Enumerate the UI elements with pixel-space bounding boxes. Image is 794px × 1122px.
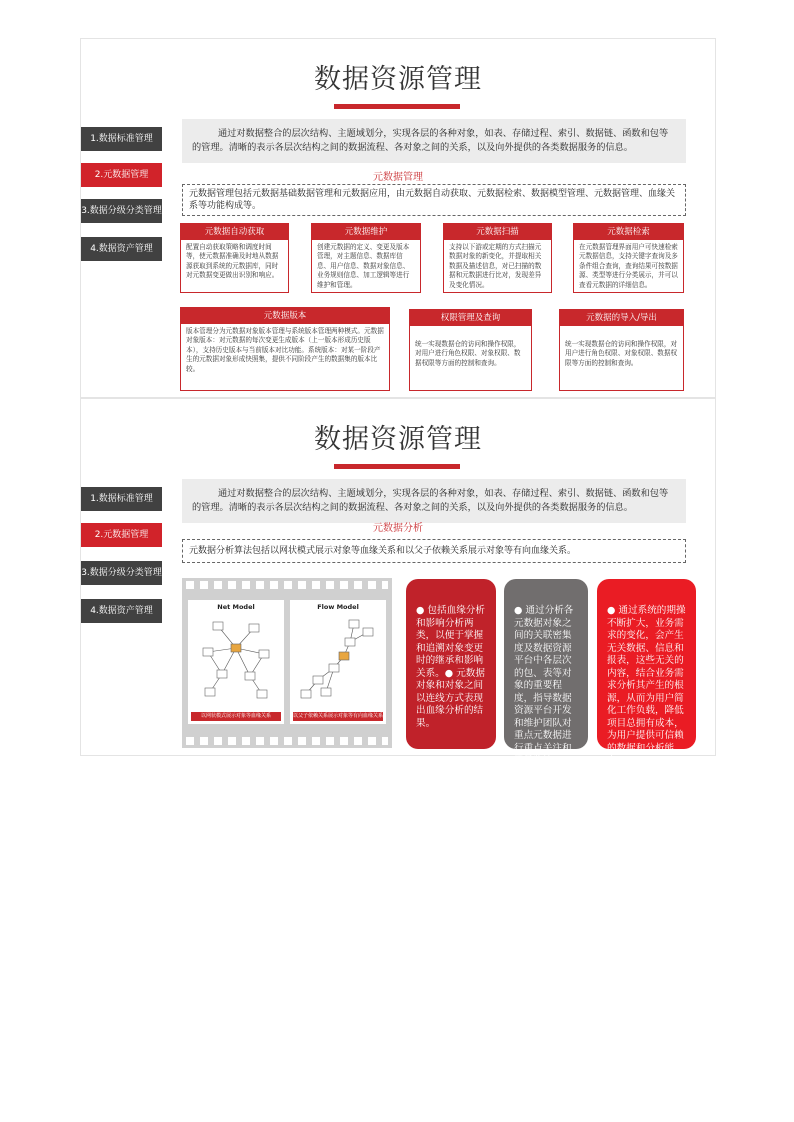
card-body: 配置自动获取策略和调度时间等，使元数据准确及时地从数据源获取到系统的元数据库，同时对元数据变更做出识别和响应。: [186, 243, 279, 280]
menu-item-data-classification[interactable]: 3.数据分级分类管理: [81, 199, 162, 223]
card-title: 元数据维护: [312, 224, 420, 240]
flow-model-panel: [290, 600, 386, 724]
menu-item-data-standard[interactable]: 1.数据标准管理: [81, 127, 162, 151]
card-body: 统一实现数据仓的访问和操作权限，对用户进行角色权限、对象权限、数据权限等方面的控制和查询。: [415, 340, 521, 367]
analysis-card-lineage: [406, 579, 496, 749]
analysis-card-value: [597, 579, 696, 766]
slide-metadata-analysis: [80, 398, 716, 766]
section-title: 元数据管理: [373, 172, 423, 183]
card-body: 版本管理分为元数据对象版本管理与系统版本管理两种模式。元数据对象版本：对元数据的每次变更生成版本（上一版本形成历史版本），支持历史版本与当前版本对比功能。系统版本：对某一阶段产生的元数据对象形成快照集，提供不同阶段产生的数据集的版本比较。: [186, 327, 384, 373]
title-underline: [334, 464, 460, 469]
card-title: 元数据自动获取: [181, 224, 288, 240]
panel-caption: 以父子依赖关系展示对象等有向血缘关系: [293, 713, 384, 719]
section-title: 元数据分析: [373, 523, 423, 534]
card-text: ● 通过系统的期操不断扩大，业务需求的变化，会产生无关数据、信息和报表，这些无关的内容，结合业务需求分析其产生的根源，从而为用户简化工作负载，降低项目总拥有成本，为用户提供可信赖的数据和分析能力。: [607, 605, 686, 766]
net-model-graph: [188, 612, 284, 712]
card-version: [180, 307, 390, 391]
card-title: 元数据检索: [574, 224, 683, 240]
card-text: ● 包括血缘分析和影响分析两类，以便于掌握和追溯对象变更时的继承和影响关系。● 元数据对象和对象之间以连线方式表现出血缘分析的结果。: [416, 605, 485, 729]
summary-box: 元数据管理包括元数据基础数据管理和元数据应用，由元数据自动获取、元数据检索、数据模型管理、元数据管理、血缘关系等功能构成等。: [182, 184, 686, 216]
summary-box: 元数据分析算法包括以网状模式展示对象等血缘关系和以父子依赖关系展示对象等有向血缘关系。: [182, 539, 686, 563]
card-import-export: [559, 309, 684, 391]
card-auto-fetch: [180, 223, 289, 293]
card-title: 元数据扫描: [444, 224, 551, 240]
slide-metadata-management: [80, 38, 716, 398]
menu-item-data-asset[interactable]: 4.数据资产管理: [81, 237, 162, 261]
card-scan: [443, 223, 552, 293]
net-model-panel: [188, 600, 284, 724]
card-text: ● 通过分析各元数据对象之间的关联密集度及数据资源平台中各层次的包、表等对象的重要程度，指导数据资源平台开发和维护团队对重点元数据进行重点关注和质量监控。: [514, 605, 574, 766]
panel-title: Net Model: [217, 603, 255, 611]
card-search: [573, 223, 684, 293]
page-title: 数据资源管理: [314, 64, 482, 95]
menu-item-data-asset[interactable]: 4.数据资产管理: [81, 599, 162, 623]
flow-model-graph: [290, 612, 386, 712]
menu-item-data-classification[interactable]: 3.数据分级分类管理: [81, 561, 162, 585]
card-body: 支持以下游或定期的方式扫描元数据对象的新变化，并提取相关数据及描述信息，对已扫描的数据和元数据进行比对，发现差异及变化情况。: [449, 243, 542, 289]
card-permission: [409, 309, 532, 391]
analysis-card-association: [504, 579, 588, 766]
title-underline: [334, 104, 460, 109]
film-holes-top: [186, 581, 388, 589]
card-title: 元数据的导入/导出: [560, 310, 683, 326]
lineage-diagram: [182, 578, 392, 748]
card-title: 元数据版本: [181, 308, 389, 324]
intro-text: 通过对数据整合的层次结构、主题域划分，实现各层的各种对象，如表、存储过程、索引、数据链、函数和包等的管理。清晰的表示各层次结构之间的数据流程、各对象之间的关系，以及向外提供的各类数据服务的信息。: [182, 119, 686, 163]
card-title: 权限管理及查询: [410, 310, 531, 326]
card-body: 创建元数据的定义、变更及版本管理，对主题信息、数据库信息、用户信息、数据对象信息、业务规则信息、加工逻辑等进行维护和管理。: [317, 243, 410, 289]
panel-title: Flow Model: [317, 603, 359, 611]
page-title: 数据资源管理: [314, 424, 482, 455]
menu-item-metadata[interactable]: 2.元数据管理: [81, 163, 162, 187]
card-body: 在元数据管理界面用户可快速检索元数据信息，支持关键字查询及多条件组合查询，查询结果可按数据源、类型等进行分类展示，并可以查看元数据的详细信息。: [579, 243, 678, 289]
film-holes-bottom: [186, 737, 388, 745]
card-maintenance: [311, 223, 421, 293]
card-body: 统一实现数据仓的访问和操作权限，对用户进行角色权限、对象权限、数据权限等方面的控制和查询。: [565, 340, 678, 367]
menu-item-metadata[interactable]: 2.元数据管理: [81, 523, 162, 547]
panel-caption: 以网状模式展示对象等血缘关系: [191, 712, 281, 721]
menu-item-data-standard[interactable]: 1.数据标准管理: [81, 487, 162, 511]
intro-text: 通过对数据整合的层次结构、主题域划分，实现各层的各种对象，如表、存储过程、索引、数据链、函数和包等的管理。清晰的表示各层次结构之间的数据流程、各对象之间的关系，以及向外提供的各类数据服务的信息。: [182, 479, 686, 523]
